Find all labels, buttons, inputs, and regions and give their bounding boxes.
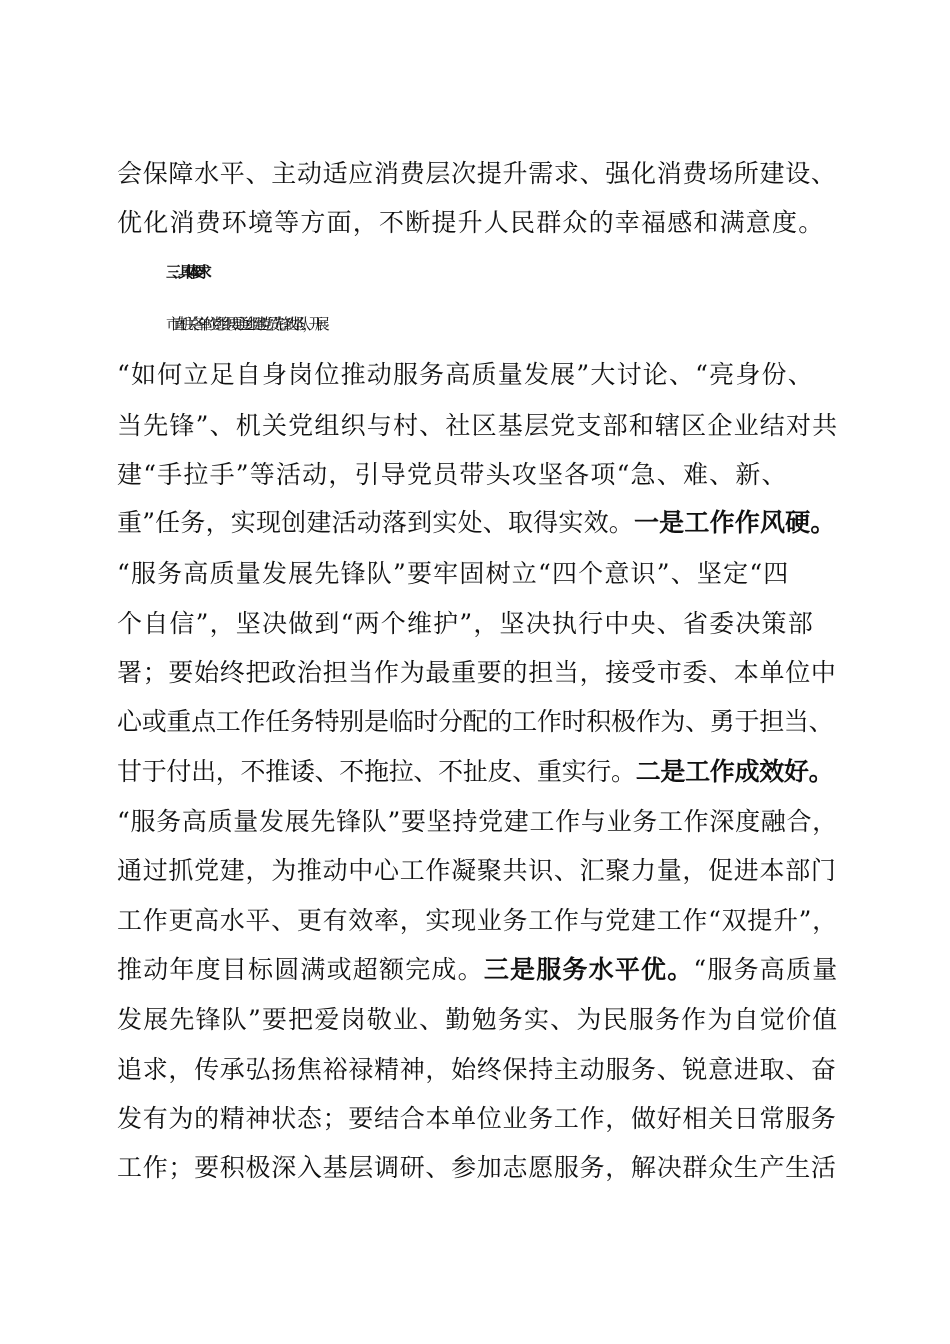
body-text-line: [117, 648, 837, 698]
body-text-line: [117, 896, 837, 946]
text-segment: 当先锋”、机关党组织与村、社区基层党支部和辖区企业结对共: [117, 411, 839, 440]
text-segment: 追求，传承弘扬焦裕禄精神，始终保持主动服务、锐意进取、奋: [117, 1055, 837, 1084]
body-text-line: [117, 697, 837, 747]
text-segment: 心或重点工作任务特别是临时分配的工作时积极作为、勇于担当、: [117, 707, 834, 736]
bold-point-label: 一是工作作风硬。: [633, 508, 836, 537]
section-heading-text: 三、具体要求: [166, 263, 204, 281]
text-segment: 署；要始终把政治担当作为最重要的担当，接受市委、本单位中: [117, 658, 837, 687]
text-segment: 工作更高水平、更有效率，实现业务工作与党建工作“双提升”，: [117, 906, 838, 935]
text-segment: 工作；要积极深入基层调研、参加志愿服务，解决群众生产生活: [117, 1153, 837, 1182]
body-text-line: [117, 846, 837, 896]
body-text-line: [117, 995, 837, 1045]
text-segment: 甘于付出，不推诿、不拖拉、不扯皮、重实行。: [117, 757, 636, 786]
body-text-line: [117, 1094, 837, 1144]
text-segment: 发展先锋队”要把爱岗敬业、勤勉务实、为民服务作为自觉价值: [117, 1005, 839, 1034]
text-segment: 推动年度目标圆满或超额完成。: [117, 955, 484, 984]
text-segment: 通过抓党建，为推动中心工作凝聚共识、汇聚力量，促进本部门: [117, 856, 837, 885]
body-text-line: [117, 450, 837, 500]
text-segment: “服务高质量: [693, 955, 839, 984]
text-segment: 市直机关各单位党组织要通过组建党员先锋攻坚队，开展: [166, 315, 322, 333]
bold-point-label: 二是工作成效好。: [635, 757, 834, 786]
body-text-line: [117, 549, 837, 599]
section-heading: [166, 247, 886, 297]
text-segment: 个自信”，坚决做到“两个维护”，坚决执行中央、省委决策部: [117, 609, 814, 638]
body-text-line: [117, 149, 837, 199]
bold-point-label: 三是服务水平优。: [483, 955, 694, 984]
text-segment: “服务高质量发展先锋队”要牢固树立“四个意识”、坚定“四: [117, 559, 790, 588]
paragraph-first-line: [166, 299, 886, 349]
text-segment: “如何立足自身岗位推动服务高质量发展”大讨论、“亮身份、: [117, 360, 814, 389]
text-segment: 发有为的精神状态；要结合本单位业务工作，做好相关日常服务: [117, 1104, 837, 1133]
body-text-line: [117, 747, 837, 797]
body-text-line: [117, 350, 837, 400]
text-segment: “服务高质量发展先锋队”要坚持党建工作与业务工作深度融合，: [117, 807, 838, 836]
body-text-line: [117, 198, 837, 248]
body-text-line: [117, 1045, 837, 1095]
body-text-line: [117, 599, 837, 649]
body-text-line: [117, 945, 837, 995]
body-text-line: [117, 401, 837, 451]
body-text-line: [117, 797, 837, 847]
body-text-line: [117, 498, 837, 548]
text-segment: 建“手拉手”等活动，引导党员带头攻坚各项“急、难、新、: [117, 460, 788, 489]
body-text-line: [117, 1143, 837, 1193]
text-segment: 重”任务，实现创建活动落到实处、取得实效。: [117, 508, 634, 537]
text-segment: 会保障水平、主动适应消费层次提升需求、强化消费场所建设、: [117, 159, 837, 188]
text-segment: 优化消费环境等方面，不断提升人民群众的幸福感和满意度。: [117, 208, 825, 237]
